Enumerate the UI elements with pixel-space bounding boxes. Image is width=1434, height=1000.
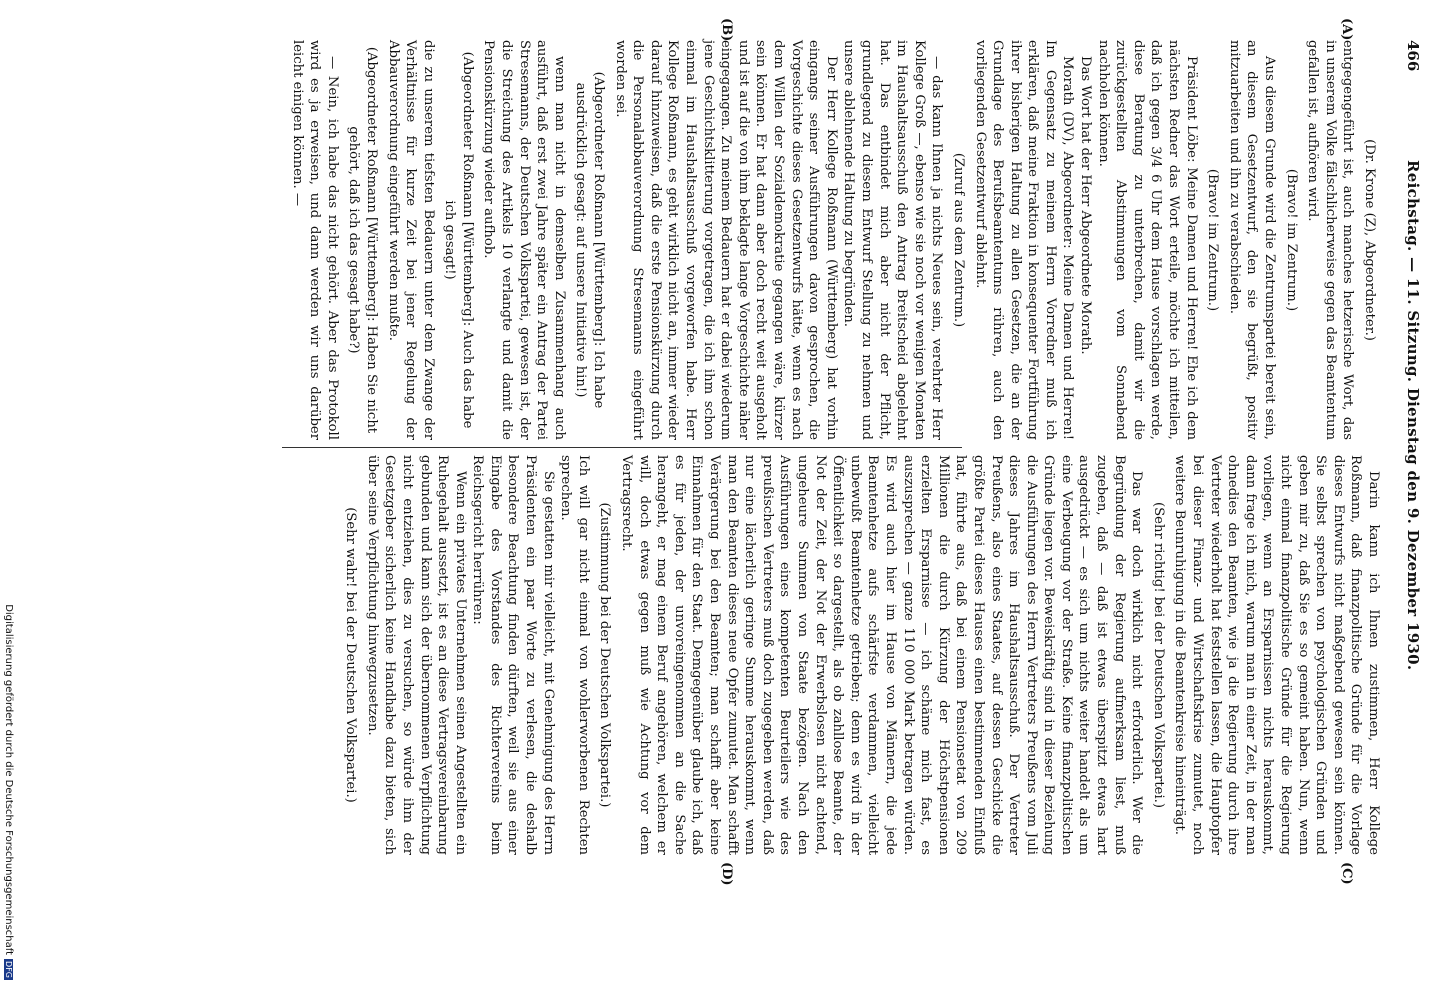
margin-mark-c: (C): [1339, 862, 1354, 885]
left-column-paragraph: (Bravo! im Zentrum.): [1205, 168, 1221, 312]
left-column: [288, 40, 1382, 440]
right-column-paragraph: Darin kann ich Ihnen zustimmen, Herr Kollege Roßmann, daß finanzpolitische Gründe für die Vorlage dieses Entwurfs nicht maßgebend gewesen sein können. Sie selbst sprechen von psychologischen Gründen und geben mir zu, daß Sie es so gemeint haben. Nun, wenn nicht einmal finanzpolitische Gründe für die Regierung vorliegen, wenn an Ersparnissen nichts herauskommt, dann frage ich mich, warum man in einer Zeit, in der man ohnedies den Beamten, wie ja die Regierung durch ihre Vertreter wiederholt hat feststellen lassen, die Hauptopfer bei dieser Finanz- und Wirtschaftskrise zumutet, noch weitere Beunruhigung in die Beamtenkreise hineinträgt.: [1172, 455, 1381, 855]
left-column-paragraph: (Abgeordneter Roßmann [Württemberg]: Ich habe ausdrücklich gesagt: auf unsere Initiative hin!): [573, 71, 607, 409]
margin-mark-a: (A): [1339, 18, 1354, 41]
left-column-paragraph: (Dr. Krone (Z), Abgeordneter.): [1362, 139, 1377, 341]
left-column-paragraph: die zu unserem tiefsten Bedauern unter dem Zwange der Verhältnisse für kurze Zeit bei jener Regelung der Abbauverordnung eingeführt werden mußte.: [385, 40, 436, 440]
right-column-paragraph: Das war doch wirklich nicht erforderlich. Wer die Begründung der Regierung aufmerksam liest, muß zugeben, daß — daß ist etwas überspitzt etwas hart ausgedrückt — es sich um nichts weiter handelt als um eine Verbeugung vor der Straße. Keine finanzpolitischen Gründe liegen vor. Beweiskräftig sind in dieser Beziehung die Ausführungen des Herrn Vertreters Preußens vom Juli dieses Jahres im Haushaltsausschuß. Der Vertreter Preußens, also eines Staates, auf dessen Geschicke die größte Partei dieses Hauses einen bestimmenden Einfluß hat, führte aus, daß bei einem Pensionsetat von 209 Millionen die durch Kürzung der Höchstpensionen erzielten Ersparnisse — ich schäme mich fast, es auszusprechen — ganze 110 000 Mark betragen würden. Es wird auch hier im Hause von Männern, die jede Beamtenhetze aufs schärfste verdammen, vielleicht unbewußt Beamtenhetze getrieben; denn es wird in der Öffentlichkeit so dargestellt, als ob zahllose Beamte, der Not der Zeit, der Not der Erwerbslosen nicht achtend, ungeheure Summen von Staate bezögen. Nach den Ausführungen eines kompetenten Beurteilers wie des preußischen Vertreters muß doch zugegeben werden, daß nur eine lächerlich geringe Summe herauskommt, wenn man den Beamten dieses neue Opfer zumutet. Man schafft Verärgerung bei den Beamten; man schafft aber keine Einnahmen für den Staat. Demgegenüber glaube ich, daß es für jeden, der unvoreingenommen an die Sache herangeht, er mag einem Beruf angehören, welchem er will, doch etwas gegen muß wie Achtung vor dem Vertragsrecht.: [619, 455, 1145, 855]
left-column-paragraph: Das Wort hat der Herr Abgeordnete Morath.: [1078, 56, 1094, 355]
left-column-paragraph: Der Herr Kollege Roßmann (Württemberg) hat vorhin eingangs seiner Ausführungen davon gesprochen, die Vorgeschichte dieses Gesetzentwurfs hätte, wenn es nach dem Willen der Sozialdemokratie gegangen wäre, kürzer sein können. Er hat dann aber doch recht weit ausgeholt und ist auf die von ihm beklagte lange Vorgeschichte näher eingegangen. Zu meinem Bedauern hat er dabei wiederum jene Geschichtsklitterung vorgetragen, die ich ihm schon einmal im Haushaltsausschuß vorgeworfen habe. Herr Kollege Roßmann, es geht wirklich nicht an, immer wieder darauf hinzuweisen, daß die erste Pensionskürzung durch die Personalabbauverordnung Stresemanns eingeführt worden sei.: [612, 40, 839, 440]
page-footer: [0, 0, 16, 1000]
margin-mark-b: (B): [719, 18, 734, 42]
page-header: [1392, 40, 1422, 840]
footer-text: Digitalisierung gefördert durch die Deutsche Forschungsgemeinschaft: [3, 604, 14, 956]
left-column-paragraph: Aus diesem Grunde wird die Zentrumspartei bereit sein, an diesem Gesetzentwurf, den sie begrüßt, positiv mitzuarbeiten und ihn zu verabschieden.: [1226, 40, 1278, 440]
left-column-paragraph: (Abgeordneter Roßmann [Württemberg]: Auch das habe ich gesagt!): [442, 51, 475, 429]
dfg-logo: DFG: [4, 961, 13, 978]
left-column-paragraph: (Abgeordneter Roßmann [Württemberg]: Haben Sie nicht gehört, daß ich das gesagt habe?): [346, 46, 379, 434]
right-column-paragraph: Sie gestatten mir vielleicht, mit Genehmigung des Herrn Präsidenten ein paar Worte zu verlesen, die deshalb besondere Beachtung finden dürften, weil sie aus einer Eingabe des Vorstandes des Richtervereins beim Reichsgericht herrühren:: [470, 455, 556, 855]
right-column-paragraph: (Sehr wahr! bei der Deutschen Volkspartei.): [343, 507, 359, 803]
margin-mark-d: (D): [719, 862, 734, 886]
right-column-paragraph: Wenn ein privates Unternehmen seinen Angestellten ein Ruhegehalt aussetzt, ist es an diese Vertragsvereinbarung gebunden und kann sich der übernommenen Verpflichtung nicht entziehen, dies zu versuchen, so würde ihm der Gesetzgeber sicherlich keine Handhabe dazu bieten, sich über seine Verpflichtung hinwegzusetzen.: [364, 455, 468, 855]
left-column-paragraph: Morath (DV), Abgeordneter: Meine Damen und Herren! Im Gegensatz zu meinem Herrn Vorredner muß ich erklären, daß meine Fraktion in konsequenter Fortführung ihrer bisherigen Haltung zu allen Gesetzen, die an der Grundlage des Berufsbeamtentums rühren, auch den vorliegenden Gesetzentwurf ablehnt.: [972, 40, 1076, 440]
left-column-paragraph: wenn man nicht in demselben Zusammenhang auch ausführt, daß erst zwei Jahre später ein Antrag der Partei Stresemanns, der Deutschen Volkspartei, gewesen ist, der die Streichung des Artikels 10 verlangte und damit die Pensionskürzung wieder aufhob.: [481, 40, 567, 440]
page-title: Reichstag. — 11. Sitzung. Dienstag den 9. Dezember 1930.: [1404, 160, 1422, 671]
left-column-paragraph: — das kann Ihnen ja nichts Neues sein, verehrter Herr Kollege Groß —, ebenso wie sie noch vor wenigen Monaten im Haushaltsausschuß den Antrag Breitscheid abgelehnt hat. Das entbindet mich aber nicht der Pflicht, grundlegend zu diesem Entwurf Stellung zu nehmen und unsere ablehnende Haltung zu begründen.: [841, 40, 945, 440]
column-divider: [282, 447, 962, 448]
right-column-paragraph: (Sehr richtig! bei der Deutschen Volkspartei.): [1150, 501, 1166, 809]
left-column-paragraph: — Nein, ich habe das nicht gehört. Aber das Protokoll wird es ja erweisen, und dann werden wir uns darüber leicht einigen können. —: [289, 40, 340, 440]
right-column: [338, 455, 1382, 855]
page-number: 466: [1404, 40, 1422, 72]
left-column-paragraph: Präsident Löbe: Meine Damen und Herren! Ehe ich dem nächsten Redner das Wort erteile, möchte ich mitteilen, daß ich gegen 3/4 6 Uhr dem Hause vorschlagen werde, diese Beratung zu unterbrechen, damit wir die zurückgestellten Abstimmungen vom Sonnabend nachholen können.: [1095, 40, 1199, 440]
right-column-paragraph: (Zustimmung bei der Deutschen Volkspartei.): [597, 502, 613, 808]
left-column-paragraph: entgegengeführt ist, auch manches hetzerische Wort, das in unserem Volke fälschlicherweise gegen das Beamtentum gefallen ist, aufhören wird.: [1305, 40, 1356, 440]
left-column-paragraph: (Bravo! im Zentrum.): [1283, 168, 1299, 312]
right-column-paragraph: Ich will gar nicht einmal von wohlerworbenen Rechten sprechen.: [558, 455, 591, 855]
left-column-paragraph: (Zuruf aus dem Zentrum.): [950, 152, 966, 328]
